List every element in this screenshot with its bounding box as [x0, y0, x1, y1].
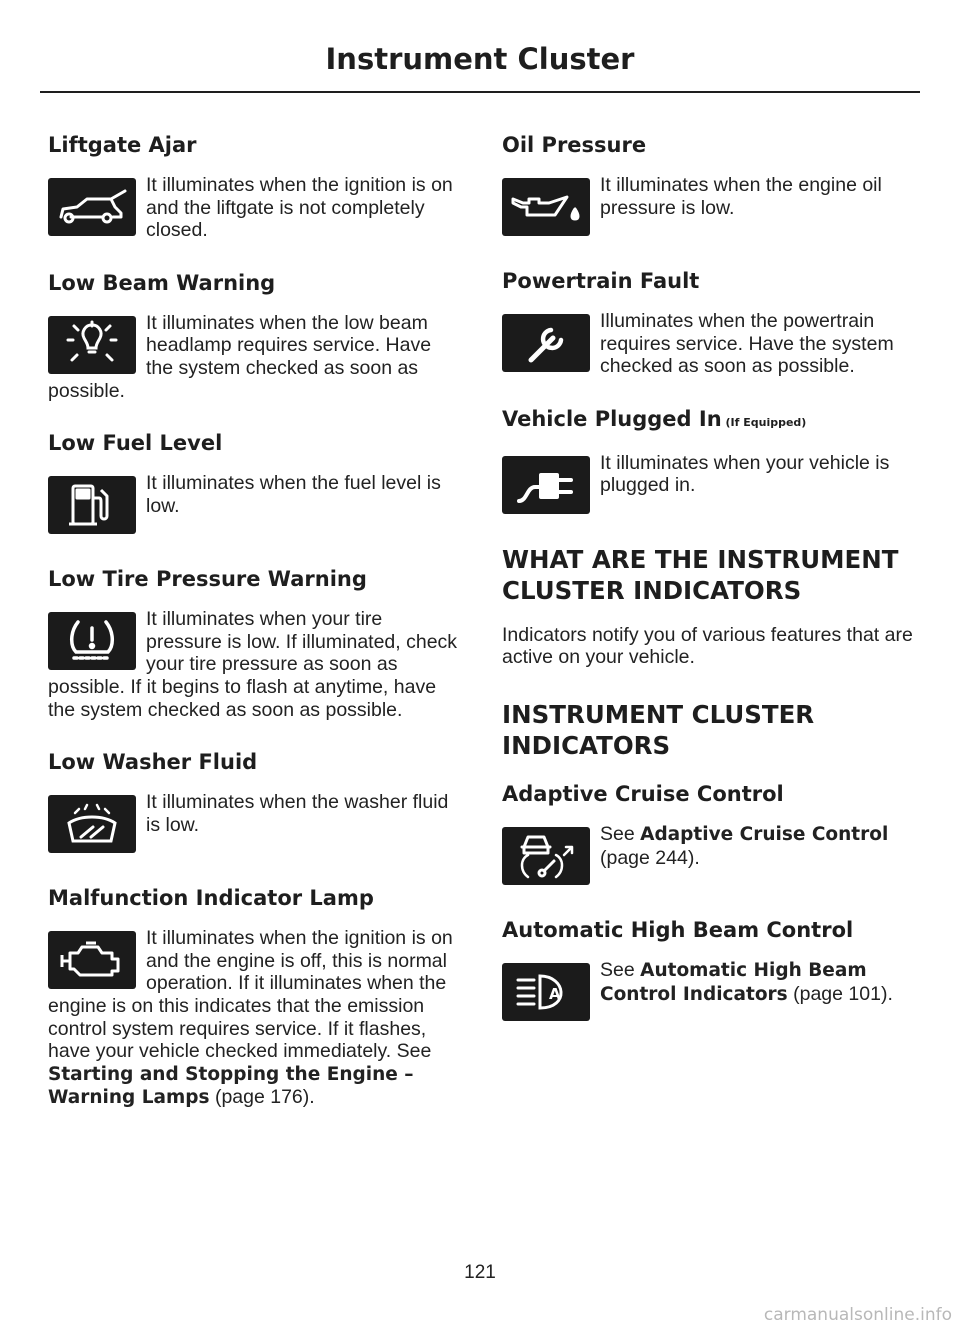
- page-title: Instrument Cluster: [325, 42, 635, 76]
- see-text: See: [600, 822, 641, 845]
- indicators-heading: INSTRUMENT CLUSTER INDICATORS: [502, 699, 815, 760]
- text-main: It illuminates when the ignition is on and the engine is off, this is normal operation. If it illuminates when the engine is on this indicates that the emission control system requires service. If it flashes, have your vehicle checked immediately. See: [48, 927, 453, 1063]
- section-low-fuel-level: [48, 428, 462, 538]
- right-column: [502, 130, 916, 1051]
- page-ref: (page 101).: [787, 982, 893, 1005]
- cross-reference-link[interactable]: Adaptive Cruise Control: [640, 823, 889, 845]
- page-ref: (page 244).: [600, 846, 700, 869]
- section-powertrain-fault: [502, 266, 916, 378]
- tire-pressure-icon: [48, 612, 136, 670]
- cross-reference-link[interactable]: Automatic High Beam Control Indicators: [600, 959, 867, 1005]
- section-text: It illuminates when the ignition is on and the liftgate is not completely closed.: [146, 174, 453, 242]
- section-auto-high-beam: [502, 915, 916, 1025]
- section-title: Powertrain Fault: [502, 269, 700, 293]
- fuel-pump-icon: [48, 476, 136, 534]
- section-text: It illuminates when the engine oil pressure is low.: [600, 174, 882, 219]
- if-equipped-note: (If Equipped): [721, 415, 807, 429]
- section-title: Low Beam Warning: [48, 270, 276, 295]
- svg-text:A: A: [549, 984, 561, 1003]
- section-text: It illuminates when your vehicle is plugged in.: [600, 451, 890, 497]
- what-are-heading: WHAT ARE THE INSTRUMENT CLUSTER INDICATORS: [502, 544, 899, 605]
- adaptive-cruise-icon: [502, 827, 590, 885]
- section-text: It illuminates when the washer fluid is low.: [146, 791, 449, 836]
- section-text: It illuminates when the fuel level is low.: [146, 472, 441, 517]
- liftgate-ajar-icon: [48, 178, 136, 236]
- section-text: Illuminates when the powertrain requires service. Have the system checked as soon as possible.: [600, 310, 894, 378]
- page-number: 121: [464, 1262, 496, 1283]
- section-vehicle-plugged-in: [502, 404, 916, 518]
- header-divider: [40, 91, 920, 93]
- section-oil-pressure: [502, 130, 916, 240]
- title-text: Vehicle Plugged In: [502, 406, 722, 431]
- page-ref: (page 176).: [209, 1086, 315, 1109]
- section-adaptive-cruise: [502, 779, 916, 889]
- section-title: Adaptive Cruise Control: [502, 781, 784, 806]
- section-malfunction-indicator: [48, 883, 462, 1110]
- watermark: carmanualsonline.info: [763, 1305, 952, 1325]
- left-column: [48, 130, 462, 1136]
- washer-fluid-icon: [48, 795, 136, 853]
- section-title: Low Tire Pressure Warning: [48, 567, 367, 592]
- see-text: See: [600, 958, 641, 981]
- section-title: Automatic High Beam Control: [502, 917, 854, 942]
- engine-icon: [48, 931, 136, 989]
- section-text: It illuminates when your tire pressure is low. If illuminated, check your tire pressure as soon as possible. If it begins to flash at anytime, have the system checked as soon as possible.: [48, 608, 458, 721]
- section-title: [502, 404, 916, 438]
- section-low-tire-pressure: [48, 564, 462, 721]
- plug-icon: [502, 456, 590, 514]
- section-title: Low Washer Fluid: [48, 750, 258, 775]
- section-low-washer-fluid: [48, 747, 462, 857]
- section-title: Malfunction Indicator Lamp: [48, 886, 374, 911]
- wrench-icon: [502, 314, 590, 372]
- section-liftgate-ajar: [48, 130, 462, 242]
- what-are-text: Indicators notify you of various features that are active on your vehicle.: [502, 623, 913, 669]
- section-title: Oil Pressure: [502, 133, 647, 157]
- low-beam-icon: [48, 316, 136, 374]
- section-title: Liftgate Ajar: [48, 133, 197, 157]
- section-low-beam-warning: [48, 268, 462, 402]
- cross-reference-link[interactable]: Starting and Stopping the Engine – Warning Lamps: [48, 1063, 414, 1109]
- section-text: It illuminates when the low beam headlamp requires service. Have the system checked as soon as possible.: [48, 311, 432, 402]
- section-title: Low Fuel Level: [48, 431, 223, 456]
- auto-high-beam-icon: [502, 963, 590, 1021]
- oil-can-icon: [502, 178, 590, 236]
